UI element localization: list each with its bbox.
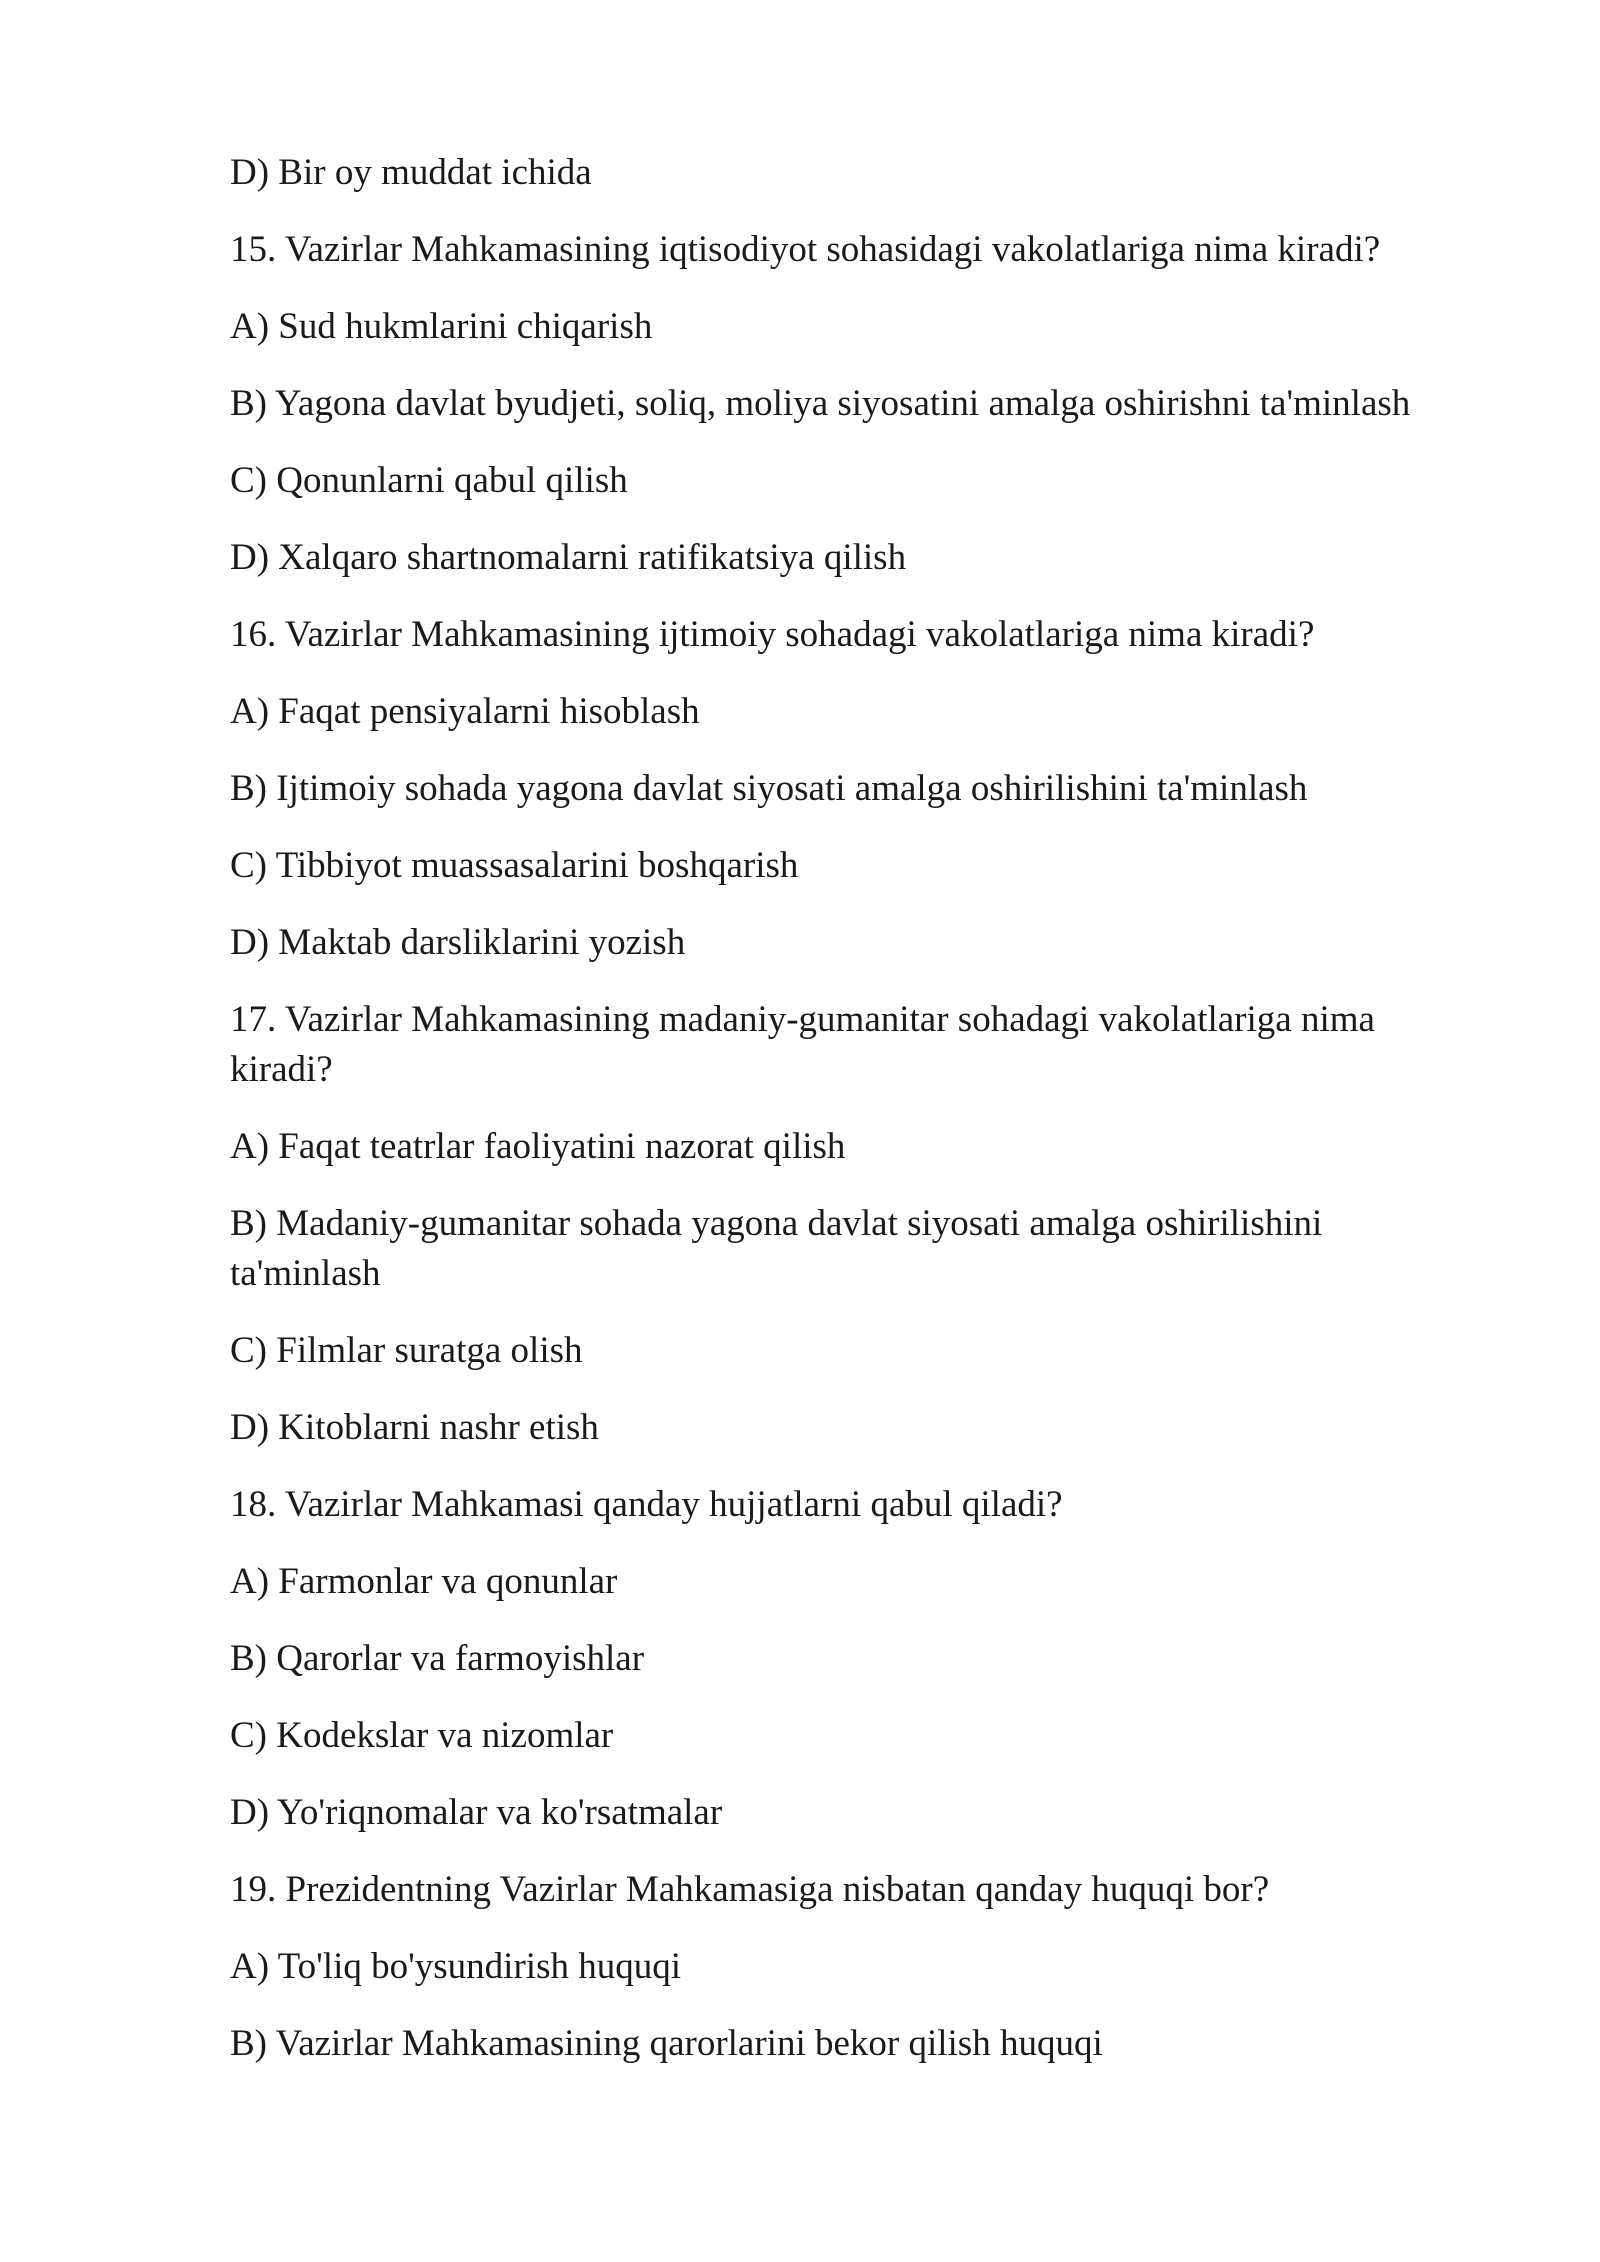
question-16: 16. Vazirlar Mahkamasining ijtimoiy sohadagi vakolatlariga nima kiradi? xyxy=(230,614,1315,655)
option-q18-c: C) Kodekslar va nizomlar xyxy=(230,1715,614,1756)
option-q17-d: D) Kitoblarni nashr etish xyxy=(230,1407,599,1448)
option-q16-a: A) Faqat pensiyalarni hisoblash xyxy=(230,691,700,732)
option-q18-d: D) Yo'riqnomalar va ko'rsatmalar xyxy=(230,1792,723,1833)
option-q15-c: C) Qonunlarni qabul qilish xyxy=(230,460,628,501)
question-15: 15. Vazirlar Mahkamasining iqtisodiyot sohasidagi vakolatlariga nima kiradi? xyxy=(230,229,1381,270)
option-q18-a: A) Farmonlar va qonunlar xyxy=(230,1561,618,1602)
option-q19-b: B) Vazirlar Mahkamasining qarorlarini bekor qilish huquqi xyxy=(230,2023,1103,2064)
option-q19-a: A) To'liq bo'ysundirish huquqi xyxy=(230,1946,681,1987)
option-q16-b: B) Ijtimoiy sohada yagona davlat siyosati amalga oshirilishini ta'minlash xyxy=(230,768,1308,809)
option-q16-c: C) Tibbiyot muassasalarini boshqarish xyxy=(230,845,799,886)
option-q18-b: B) Qarorlar va farmoyishlar xyxy=(230,1638,645,1679)
option-q17-c: C) Filmlar suratga olish xyxy=(230,1330,583,1371)
option-q16-d: D) Maktab darsliklarini yozish xyxy=(230,922,686,963)
question-19: 19. Prezidentning Vazirlar Mahkamasiga nisbatan qanday huquqi bor? xyxy=(230,1869,1270,1910)
option-q17-a: A) Faqat teatrlar faoliyatini nazorat qilish xyxy=(230,1126,846,1167)
question-17: 17. Vazirlar Mahkamasining madaniy-gumanitar sohadagi vakolatlariga nima kiradi? xyxy=(230,999,1375,1090)
option-q14-d: D) Bir oy muddat ichida xyxy=(230,152,592,193)
document-content xyxy=(230,148,1470,2096)
option-q15-d: D) Xalqaro shartnomalarni ratifikatsiya qilish xyxy=(230,537,907,578)
option-q15-b: B) Yagona davlat byudjeti, soliq, moliya siyosatini amalga oshirishni ta'minlash xyxy=(230,383,1411,424)
option-q15-a: A) Sud hukmlarini chiqarish xyxy=(230,306,653,347)
option-q17-b: B) Madaniy-gumanitar sohada yagona davlat siyosati amalga oshirilishini ta'minlash xyxy=(230,1203,1323,1294)
question-18: 18. Vazirlar Mahkamasi qanday hujjatlarni qabul qiladi? xyxy=(230,1484,1063,1525)
